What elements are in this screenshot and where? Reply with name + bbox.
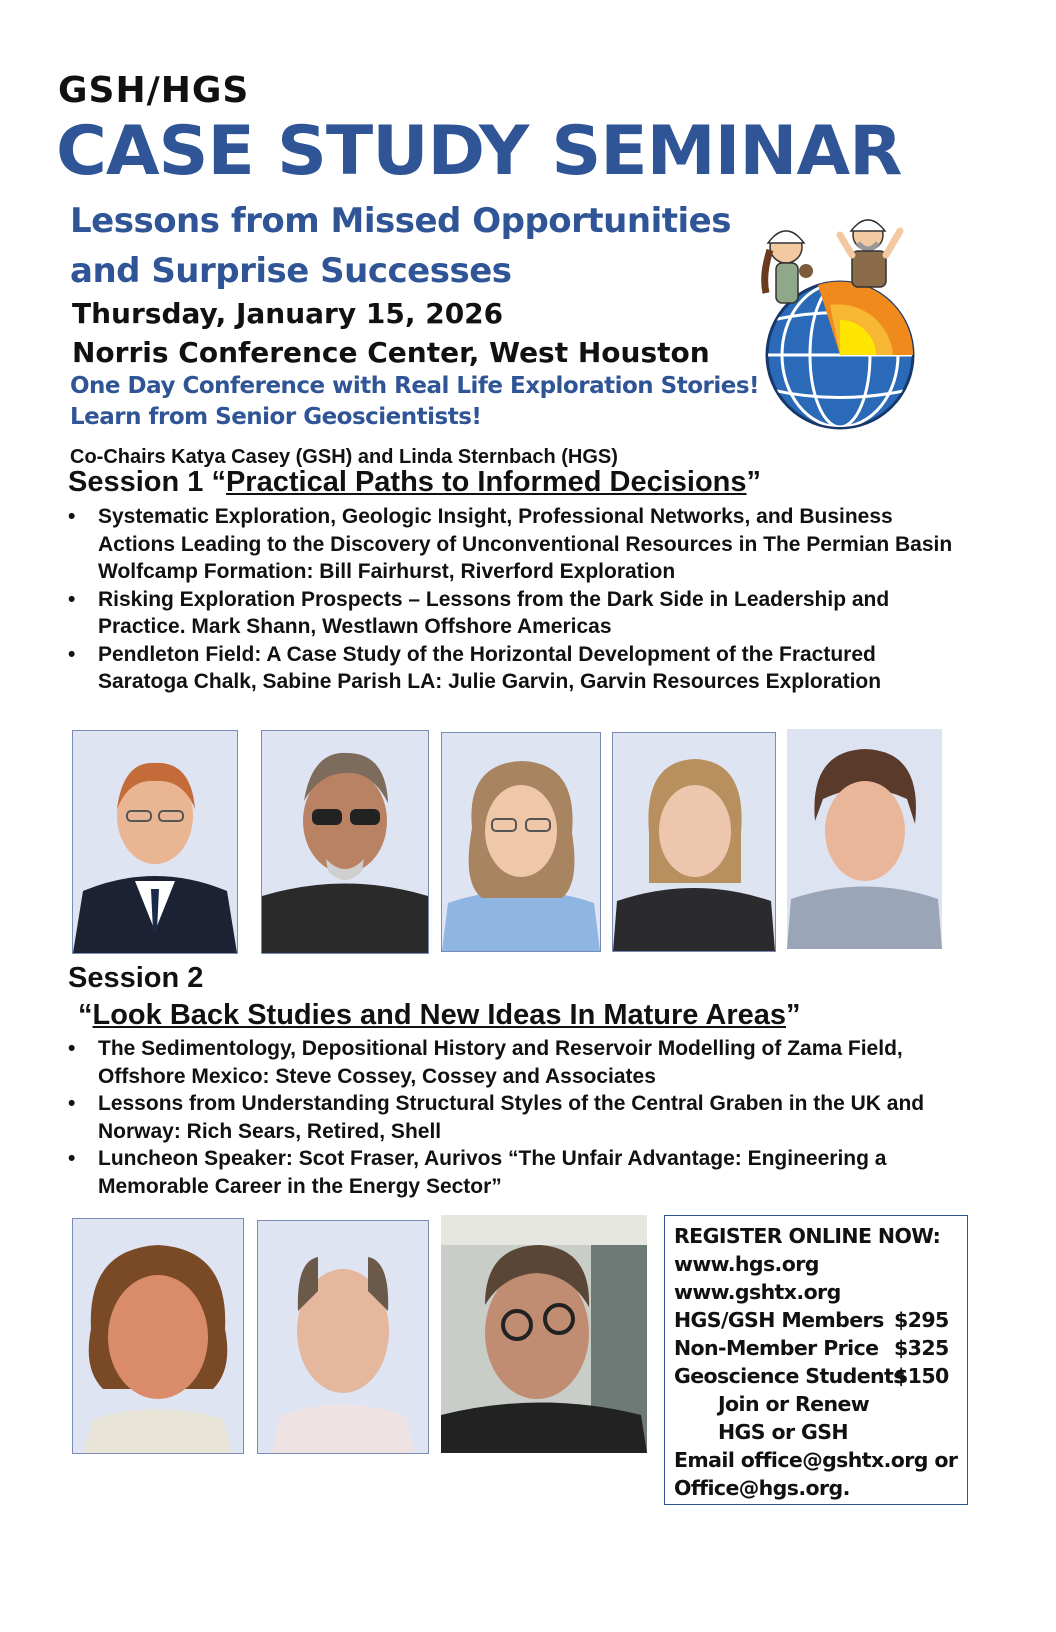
- bullet-icon: •: [68, 642, 76, 666]
- session-2-talks: [68, 1035, 968, 1200]
- bullet-icon: •: [68, 587, 76, 611]
- bullet-icon: •: [68, 1147, 76, 1170]
- speaker-photo: [261, 730, 429, 954]
- bullet-icon: •: [68, 1037, 76, 1060]
- price-nonmembers: [674, 1334, 967, 1362]
- seminar-logo: [748, 205, 938, 430]
- register-link-hgs[interactable]: www.hgs.org: [674, 1252, 819, 1276]
- session-1-close-quote: ”: [746, 466, 762, 498]
- speaker-photo: [441, 1215, 647, 1453]
- price-label: HGS/GSH Members: [674, 1308, 884, 1332]
- price-value: $295: [894, 1308, 949, 1332]
- registration-box: [664, 1215, 968, 1505]
- speaker-photo: [72, 1218, 244, 1454]
- event-date: Thursday, January 15, 2026: [72, 297, 504, 330]
- price-label: Geoscience Students: [674, 1364, 905, 1388]
- speaker-photo: [257, 1220, 429, 1454]
- list-item: [68, 1035, 968, 1090]
- tagline-1: One Day Conference with Real Life Exploration Stories!: [70, 373, 760, 399]
- session-2-open-quote: “: [78, 999, 93, 1031]
- tagline-2: Learn from Senior Geoscientists!: [70, 404, 482, 430]
- org-name: GSH/HGS: [58, 70, 250, 111]
- speaker-photo: [787, 729, 942, 949]
- subtitle-line-2: and Surprise Successes: [70, 251, 512, 291]
- session-2-label: Session 2: [68, 962, 204, 994]
- talk-text: Pendleton Field: A Case Study of the Horizontal Development of the Fractured Saratoga Chalk, Sabine Parish LA: Julie Garvin, Garvin Resources Exploration: [98, 642, 882, 693]
- talk-text: Systematic Exploration, Geologic Insight, Professional Networks, and Business Actions Leading to the Discovery of Unconventional Resources in The Permian Basin Wolfcamp Formation: Bill Fairhurst, Riverford Exploration: [98, 505, 953, 583]
- session-2-title: Look Back Studies and New Ideas In Mature Areas: [92, 999, 787, 1031]
- talk-text: Lessons from Understanding Structural Styles of the Central Graben in the UK and Norway: Rich Sears, Retired, Shell: [98, 1092, 925, 1143]
- list-item: [68, 1090, 968, 1145]
- speaker-photo: [441, 732, 601, 952]
- session-1-talks: [68, 503, 968, 696]
- co-chairs: Co-Chairs Katya Casey (GSH) and Linda Sternbach (HGS): [70, 446, 618, 468]
- price-label: Non-Member Price: [674, 1336, 879, 1360]
- price-value: $325: [894, 1336, 949, 1360]
- join-line-1: Join or Renew: [718, 1392, 870, 1416]
- list-item: [68, 586, 968, 641]
- speaker-photo: [72, 730, 238, 954]
- session-1-title: Practical Paths to Informed Decisions: [225, 466, 747, 498]
- bullet-icon: •: [68, 505, 76, 528]
- list-item: [68, 503, 968, 586]
- price-students: [674, 1362, 967, 1390]
- price-members: [674, 1306, 967, 1334]
- speaker-photo: [612, 732, 776, 952]
- event-venue: Norris Conference Center, West Houston: [72, 336, 710, 369]
- register-link-gsh[interactable]: www.gshtx.org: [674, 1280, 841, 1304]
- globe-geologists-icon: [748, 205, 938, 430]
- session-1-label: Session 1 “: [68, 466, 226, 498]
- list-item: [68, 641, 968, 696]
- session-2-heading: [78, 999, 801, 1032]
- bullet-icon: •: [68, 1092, 76, 1115]
- price-value: $150: [894, 1364, 949, 1388]
- talk-text: Luncheon Speaker: Scot Fraser, Aurivos “The Unfair Advantage: Engineering a Memorable Career in the Energy Sector”: [98, 1147, 887, 1198]
- subtitle-line-1: Lessons from Missed Opportunities: [70, 201, 731, 241]
- talk-text: Risking Exploration Prospects – Lessons from the Dark Side in Leadership and Practice. Mark Shann, Westlawn Offshore Americas: [98, 587, 890, 638]
- session-2-close-quote: ”: [786, 999, 801, 1031]
- email-line-2[interactable]: Office@hgs.org.: [674, 1476, 850, 1500]
- join-line-2: HGS or GSH: [718, 1420, 848, 1444]
- page-title: CASE STUDY SEMINAR: [56, 112, 902, 191]
- talk-text: The Sedimentology, Depositional History and Reservoir Modelling of Zama Field, Offshore Mexico: Steve Cossey, Cossey and Associates: [98, 1037, 903, 1088]
- session-1-heading: [68, 466, 761, 499]
- subtitle: [70, 196, 731, 296]
- register-heading: REGISTER ONLINE NOW:: [674, 1224, 941, 1248]
- email-line-1[interactable]: Email office@gshtx.org or: [674, 1448, 958, 1472]
- list-item: [68, 1145, 968, 1200]
